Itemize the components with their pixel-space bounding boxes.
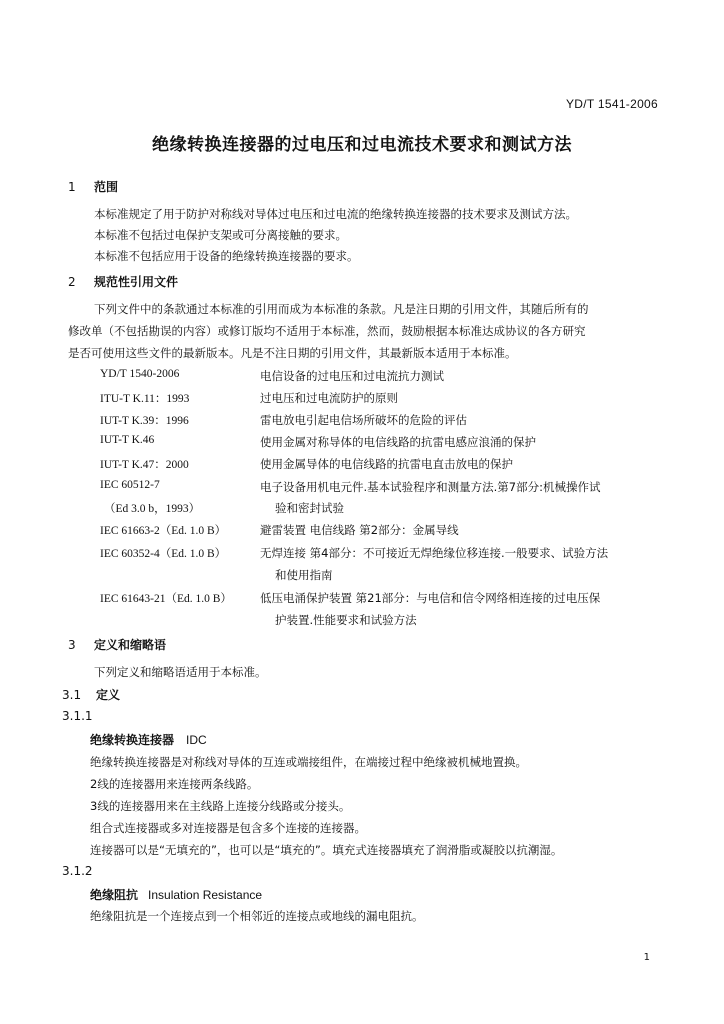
ref-code: ITU-T K.11：1993 [100,393,190,405]
section-1-para-3: 本标准不包括应用于设备的绝缘转换连接器的要求。 [94,249,359,263]
definition-line: 绝缘转换连接器是对称线对导体的互连或端接组件，在端接过程中绝缘被机械地置换。 [90,755,527,769]
section-1-para-1: 本标准规定了用于防护对称线对导体过电压和过电流的绝缘转换连接器的技术要求及测试方法。 [94,207,577,221]
section-3-number: 3 [68,638,76,652]
page-number: 1 [643,952,650,963]
document-title: 绝缘转换连接器的过电压和过电流技术要求和测试方法 [152,135,572,155]
section-1-number: 1 [68,180,76,194]
ref-title: 电子设备用机电元件.基本试验程序和测量方法.第7部分:机械操作试 [260,480,601,494]
term-en: Insulation Resistance [148,888,263,902]
term-heading [90,731,207,748]
term-en: IDC [186,733,207,747]
ref-code: （Ed 3.0 b，1993） [104,503,201,515]
subsection-3-1-title: 定义 [96,688,121,702]
section-2-title: 规范性引用文件 [94,275,179,289]
definition-line: 连接器可以是“无填充的”，也可以是“填充的”。填充式连接器填充了润滑脂或凝胶以抗潮湿。 [90,843,563,857]
definition-line: 3线的连接器用来在主线路上连接分线路或分接头。 [90,799,351,813]
ref-title: 避雷装置 电信线路 第2部分：金属导线 [260,523,459,537]
subsection-3-1-number: 3.1 [62,688,82,702]
ref-title: 低压电涌保护装置 第21部分：与电信和信令网络相连接的过电压保 [260,591,601,605]
ref-title: 过电压和过电流防护的原则 [260,391,398,405]
section-2-intro-line-1: 下列文件中的条款通过本标准的引用而成为本标准的条款。凡是注日期的引用文件，其随后所有的 [94,302,589,316]
section-3-intro: 下列定义和缩略语适用于本标准。 [94,665,267,679]
standard-number: YD/T 1541-2006 [565,97,658,111]
definition-line: 2线的连接器用来连接两条线路。 [90,777,259,791]
ref-code: IEC 61643-21（Ed. 1.0 B） [100,593,232,605]
ref-code: IUT-T K.39：1996 [100,415,189,427]
definition-line: 组合式连接器或多对连接器是包含多个连接的连接器。 [90,821,366,835]
term-zh: 绝缘转换连接器 [90,733,175,747]
ref-title: 使用金属导体的电信线路的抗雷电直击放电的保护 [260,457,513,471]
definition-line: 绝缘阻抗是一个连接点到一个相邻近的连接点或地线的漏电阻抗。 [90,909,424,923]
section-3-heading [68,636,166,653]
section-2-intro-line-2: 修改单（不包括勘误的内容）或修订版均不适用于本标准，然而，鼓励根据本标准达成协议的各方研究 [68,324,586,338]
ref-title: 和使用指南 [275,568,333,582]
term-zh: 绝缘阻抗 [90,888,139,902]
section-2-heading [68,273,178,290]
clause-3-1-1-number: 3.1.1 [62,709,93,723]
section-2-intro-line-3: 是否可使用这些文件的最新版本。凡是不注日期的引用文件，其最新版本适用于本标准。 [68,346,517,360]
ref-title: 验和密封试验 [275,501,344,515]
subsection-3-1-heading [62,686,120,703]
ref-code: IUT-T K.46 [100,434,155,446]
ref-code: IEC 60352-4（Ed. 1.0 B） [100,548,227,560]
ref-title: 无焊连接 第4部分：不可接近无焊绝缘位移连接.一般要求、试验方法 [260,546,609,560]
term-heading [90,886,262,903]
section-1-para-2: 本标准不包括过电保护支架或可分离接触的要求。 [94,228,347,242]
ref-code: YD/T 1540-2006 [100,368,180,380]
ref-title: 电信设备的过电压和过电流抗力测试 [260,369,444,383]
ref-title: 护装置.性能要求和试验方法 [275,613,417,627]
ref-title: 雷电放电引起电信场所破坏的危险的评估 [260,413,467,427]
ref-code: IEC 61663-2（Ed. 1.0 B） [100,525,227,537]
section-2-number: 2 [68,275,76,289]
ref-title: 使用金属对称导体的电信线路的抗雷电感应浪涌的保护 [260,435,536,449]
section-1-heading [68,178,118,195]
section-1-title: 范围 [94,180,119,194]
section-3-title: 定义和缩略语 [94,638,167,652]
ref-code: IEC 60512-7 [100,479,160,491]
ref-code: IUT-T K.47：2000 [100,459,189,471]
clause-3-1-2-number: 3.1.2 [62,864,93,878]
